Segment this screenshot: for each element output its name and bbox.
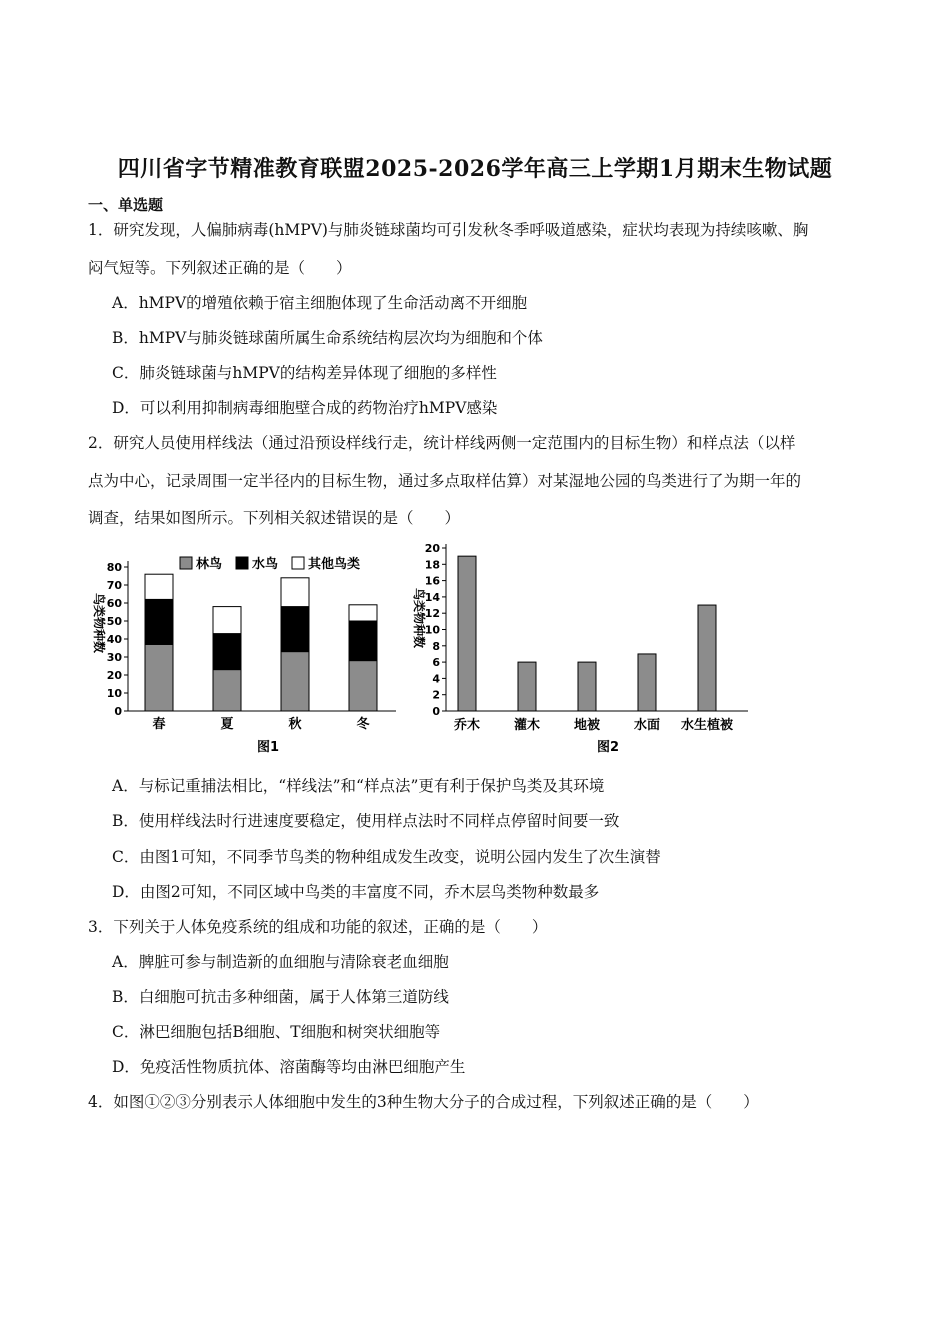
y-axis-label: 鸟类物种数 (92, 592, 106, 654)
x-tick-label: 地被 (573, 718, 601, 733)
bar (698, 605, 716, 711)
y-tick-label: 80 (106, 561, 122, 574)
y-tick-label: 70 (106, 579, 122, 592)
question-4-line-1: 4．如图①②③分别表示人体细胞中发生的3种生物大分子的合成过程，下列叙述正确的是（ ） (88, 1093, 759, 1111)
bar-水鸟 (213, 634, 241, 670)
bar (518, 662, 536, 711)
bar (458, 556, 476, 711)
question-1-line-2: 闷气短等。下列叙述正确的是（ ） (88, 259, 352, 277)
y-tick-label: 18 (424, 558, 440, 572)
question-3-option-b: B．白细胞可抗击多种细菌，属于人体第三道防线 (112, 988, 449, 1006)
legend-label: 其他鸟类 (308, 557, 361, 572)
bar-林鸟 (213, 670, 241, 711)
bar-林鸟 (145, 644, 173, 711)
figure-2-bar-chart (408, 536, 758, 760)
x-tick-label: 冬 (356, 717, 370, 732)
question-1-option-a: A．hMPV的增殖依赖于宿主细胞体现了生命活动离不开细胞 (112, 294, 528, 312)
bar (638, 654, 656, 711)
x-tick-label: 水面 (633, 718, 661, 733)
y-tick-label: 8 (432, 639, 440, 653)
y-tick-label: 14 (424, 590, 440, 604)
question-2-option-b: B．使用样线法时行进速度要稳定，使用样点法时不同样点停留时间要一致 (112, 812, 620, 830)
y-axis-label: 鸟类物种数 (412, 587, 426, 649)
question-2-line-2: 点为中心，记录周围一定半径内的目标生物，通过多点取样估算）对某湿地公园的鸟类进行了为期一年的 (88, 472, 802, 490)
x-tick-label: 乔木 (453, 718, 481, 733)
page-title: 四川省字节精准教育联盟2025-2026学年高三上学期1月期末生物试题 (117, 156, 833, 182)
legend-swatch (180, 557, 192, 569)
legend-swatch (236, 557, 248, 569)
question-2-option-a: A．与标记重捕法相比，“样线法”和“样点法”更有利于保护鸟类及其环境 (112, 777, 605, 795)
bar-其他鸟类 (349, 605, 377, 621)
question-1-option-c: C．肺炎链球菌与hMPV的结构差异体现了细胞的多样性 (112, 364, 497, 382)
y-tick-label: 2 (432, 688, 440, 702)
bar-水鸟 (145, 599, 173, 644)
question-1-line-1: 1．研究发现，人偏肺病毒(hMPV)与肺炎链球菌均可引发秋冬季呼吸道感染，症状均表现为持续咳嗽、胸 (88, 221, 809, 239)
y-tick-label: 20 (424, 542, 440, 555)
y-tick-label: 50 (106, 615, 122, 628)
bar-林鸟 (349, 661, 377, 711)
section-heading: 一、单选题 (88, 196, 164, 214)
bar-其他鸟类 (145, 574, 173, 599)
question-2-option-c: C．由图1可知，不同季节鸟类的物种组成发生改变，说明公园内发生了次生演替 (112, 848, 661, 866)
y-tick-label: 40 (106, 633, 122, 646)
question-3-line-1: 3．下列关于人体免疫系统的组成和功能的叙述，正确的是（ ） (88, 918, 548, 936)
y-tick-label: 30 (106, 651, 122, 664)
y-tick-label: 0 (432, 705, 440, 718)
question-3-option-d: D．免疫活性物质抗体、溶菌酶等均由淋巴细胞产生 (112, 1058, 466, 1076)
legend-label: 林鸟 (196, 557, 223, 572)
bar-其他鸟类 (281, 578, 309, 607)
y-tick-label: 10 (424, 623, 440, 637)
y-tick-label: 16 (424, 574, 440, 588)
bar-水鸟 (349, 621, 377, 661)
y-tick-label: 10 (106, 687, 122, 700)
x-tick-label: 秋 (288, 717, 302, 732)
chart-title: 图2 (596, 740, 620, 755)
question-1-option-d: D．可以利用抑制病毒细胞壁合成的药物治疗hMPV感染 (112, 399, 498, 417)
question-1-option-b: B．hMPV与肺炎链球菌所属生命系统结构层次均为细胞和个体 (112, 329, 543, 347)
x-tick-label: 灌木 (513, 718, 541, 733)
y-tick-label: 20 (106, 669, 122, 682)
legend-label: 水鸟 (252, 557, 279, 572)
x-tick-label: 水生植被 (680, 718, 734, 733)
x-tick-label: 夏 (220, 717, 234, 732)
x-tick-label: 春 (152, 717, 166, 732)
bar-其他鸟类 (213, 607, 241, 634)
y-tick-label: 6 (432, 656, 440, 670)
question-3-option-a: A．脾脏可参与制造新的血细胞与清除衰老血细胞 (112, 953, 449, 971)
y-tick-label: 60 (106, 597, 122, 610)
question-2-line-3: 调查，结果如图所示。下列相关叙述错误的是（ ） (88, 509, 461, 527)
chart-title: 图1 (256, 740, 280, 755)
y-tick-label: 0 (114, 705, 122, 718)
bar (578, 662, 596, 711)
question-2-option-d: D．由图2可知，不同区域中鸟类的丰富度不同，乔木层鸟类物种数最多 (112, 883, 600, 901)
y-tick-label: 4 (432, 672, 440, 686)
bar-水鸟 (281, 607, 309, 652)
question-2-line-1: 2．研究人员使用样线法（通过沿预设样线行走，统计样线两侧一定范围内的目标生物）和样点法（以样 (88, 434, 796, 452)
y-tick-label: 12 (424, 607, 440, 621)
figure-1-stacked-bar-chart (88, 540, 408, 760)
legend-swatch (292, 557, 304, 569)
question-3-option-c: C．淋巴细胞包括B细胞、T细胞和树突状细胞等 (112, 1023, 441, 1041)
bar-林鸟 (281, 652, 309, 711)
